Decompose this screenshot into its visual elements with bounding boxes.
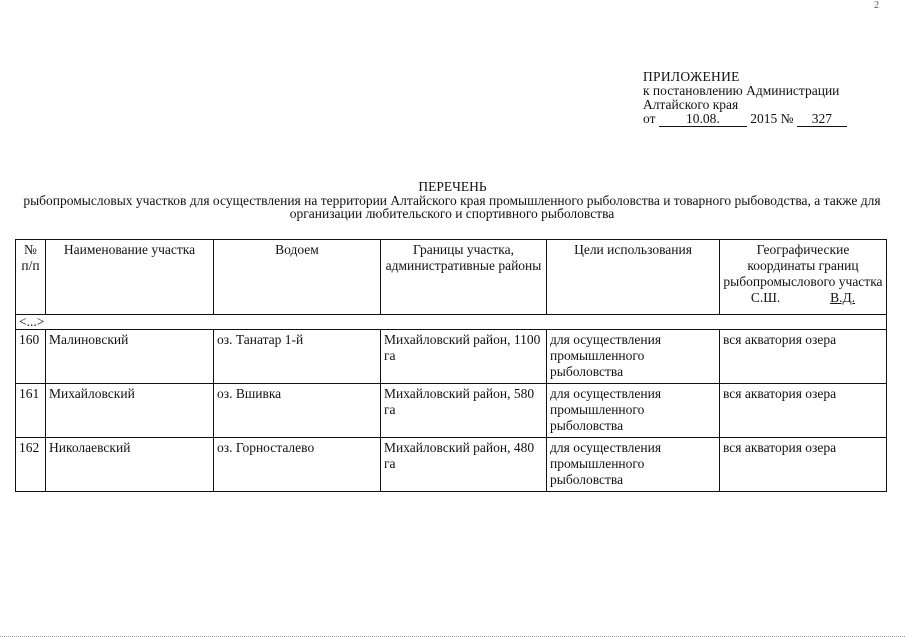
row-borders: Михайловский район, 480 га <box>381 438 547 492</box>
header-geo <box>720 240 887 315</box>
header-geo-label: Географические координаты границ рыбопромыслового участка <box>723 242 883 289</box>
appendix-title: ПРИЛОЖЕНИЕ <box>643 69 740 84</box>
decree-number: 327 <box>797 112 847 127</box>
appendix-line-1: к постановлению Администрации <box>643 83 840 98</box>
list-subtitle: рыбопромысловых участков для осуществления на территории Алтайского края промышленного рыболовства и товарного рыбоводства, а также для организации любительского и спортивного рыболовства <box>23 193 881 221</box>
date-prefix: от <box>643 111 656 126</box>
appendix-line-2: Алтайского края <box>643 97 739 112</box>
ellipsis-cell: <...> <box>16 315 887 330</box>
row-name: Малиновский <box>46 330 214 384</box>
row-purpose: для осуществления промышленного рыболовства <box>547 384 720 438</box>
page-number: 2 <box>874 0 879 11</box>
row-num: 160 <box>16 330 46 384</box>
row-name: Николаевский <box>46 438 214 492</box>
appendix-block <box>643 70 847 127</box>
row-purpose: для осуществления промышленного рыболовства <box>547 438 720 492</box>
fishing-areas-table <box>15 239 887 492</box>
table-header-row <box>16 240 887 315</box>
date-value: 10.08. <box>659 112 747 127</box>
header-water: Водоем <box>214 240 381 315</box>
list-title: ПЕРЕЧЕНЬ <box>418 179 487 194</box>
header-borders: Границы участка, административные районы <box>381 240 547 315</box>
row-water: оз. Вшивка <box>214 384 381 438</box>
row-purpose: для осуществления промышленного рыболовства <box>547 330 720 384</box>
table-row <box>16 330 887 384</box>
appendix-date-line <box>643 112 847 127</box>
row-name: Михайловский <box>46 384 214 438</box>
ellipsis-row <box>16 315 887 330</box>
scan-edge-divider <box>0 636 905 638</box>
row-borders: Михайловский район, 580 га <box>381 384 547 438</box>
row-borders: Михайловский район, 1100 га <box>381 330 547 384</box>
row-geo: вся акватория озера <box>720 330 887 384</box>
row-geo: вся акватория озера <box>720 438 887 492</box>
header-purpose: Цели использования <box>547 240 720 315</box>
table-row <box>16 384 887 438</box>
header-lon: В.Д. <box>830 290 856 305</box>
year-text: 2015 № <box>750 111 794 126</box>
header-lat: С.Ш. <box>750 290 781 305</box>
row-water: оз. Танатар 1-й <box>214 330 381 384</box>
table-row <box>16 438 887 492</box>
row-geo: вся акватория озера <box>720 384 887 438</box>
row-water: оз. Горносталево <box>214 438 381 492</box>
row-num: 161 <box>16 384 46 438</box>
header-num: № п/п <box>16 240 46 315</box>
row-num: 162 <box>16 438 46 492</box>
header-name: Наименование участка <box>46 240 214 315</box>
